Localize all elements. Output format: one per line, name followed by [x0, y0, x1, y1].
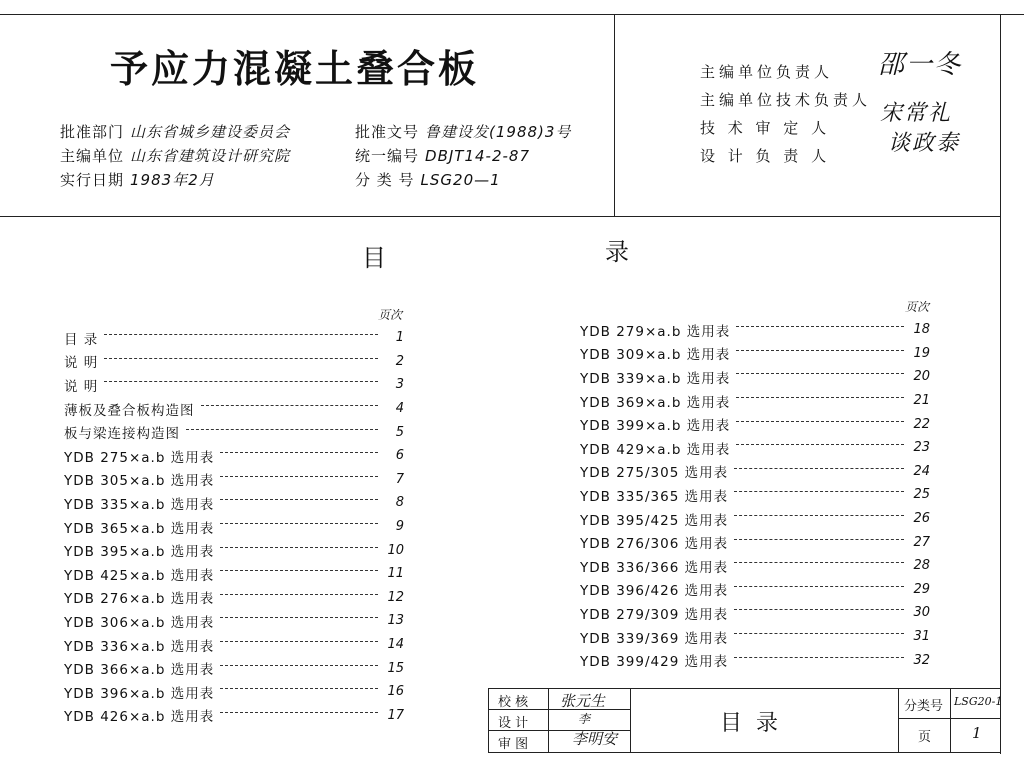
editor-unit-value: 山东省建筑设计研究院 — [130, 147, 291, 165]
toc-item-text: YDB 335×a.b 选用表 — [64, 496, 215, 513]
toc-item-page: 20 — [913, 369, 930, 385]
leader-dots — [220, 523, 378, 524]
class-no-label: 分 类 号 — [355, 171, 415, 189]
toc-item-text: YDB 339/369 选用表 — [580, 630, 729, 647]
leader-dots — [220, 547, 378, 548]
frame-top-line — [0, 14, 1024, 15]
signature-designer: 谈政泰 — [888, 131, 961, 156]
frame-header-bottom-line — [0, 216, 1000, 217]
toc-item[interactable] — [580, 342, 930, 366]
role-checker: 校 核 — [498, 695, 529, 710]
staff-role: 主编单位技术负责人 — [700, 91, 872, 109]
toc-item-page: 12 — [387, 589, 404, 605]
toc-item-page: 17 — [387, 707, 404, 723]
page-column-header-right: 页次 — [905, 300, 930, 314]
leader-dots — [734, 633, 904, 634]
title-block-role-divider — [548, 688, 549, 752]
toc-item-page: 28 — [913, 558, 930, 574]
signature-designer-mark: 李 — [578, 712, 591, 726]
staff-role: 技 术 审 定 人 — [700, 119, 831, 137]
toc-item-text: YDB 366×a.b 选用表 — [64, 662, 215, 679]
toc-item-page: 3 — [395, 377, 404, 393]
editor-unit-row — [60, 144, 290, 168]
toc-item[interactable] — [580, 625, 930, 649]
toc-item-text: YDB 275×a.b 选用表 — [64, 449, 215, 466]
toc-item[interactable] — [580, 530, 930, 554]
approval-dept-label: 批准部门 — [60, 123, 125, 141]
frame-bottom-line — [488, 752, 1000, 753]
signature-reviewer-block: 李明安 — [572, 730, 618, 748]
toc-item-page: 19 — [913, 345, 930, 361]
toc-item-text: YDB 365×a.b 选用表 — [64, 520, 215, 537]
toc-item[interactable] — [64, 609, 404, 633]
page-value-cell: 1 — [972, 724, 982, 742]
leader-dots — [736, 373, 904, 374]
toc-item-page: 5 — [395, 424, 404, 440]
approval-dept-value: 山东省城乡建设委员会 — [130, 123, 291, 141]
approval-no-label: 批准文号 — [355, 123, 420, 141]
effective-date-label: 实行日期 — [60, 171, 125, 189]
toc-item-text: YDB 279×a.b 选用表 — [580, 323, 731, 340]
left-info-block — [60, 120, 290, 192]
toc-item-text: YDB 306×a.b 选用表 — [64, 614, 215, 631]
toc-item-page: 11 — [387, 566, 404, 582]
approval-no-row — [355, 120, 571, 144]
toc-item[interactable] — [64, 704, 404, 728]
title-block-class-divider — [950, 688, 951, 752]
toc-item-text: YDB 425×a.b 选用表 — [64, 567, 215, 584]
class-no-value: LSG20—1 — [420, 171, 501, 189]
leader-dots — [734, 562, 904, 563]
staff-role: 主编单位负责人 — [700, 63, 834, 81]
title-block-sig-divider — [630, 688, 631, 752]
toc-item[interactable] — [64, 397, 404, 421]
signature-checker: 张元生 — [560, 692, 606, 710]
toc-list-left — [64, 326, 404, 727]
class-no-label-cell: 分类号 — [904, 699, 944, 714]
leader-dots — [201, 405, 379, 406]
leader-dots — [220, 712, 378, 713]
toc-item-text: YDB 279/309 选用表 — [580, 606, 729, 623]
toc-item-text: 说 明 — [64, 355, 99, 372]
toc-item-page: 2 — [395, 353, 404, 369]
role-reviewer: 审 图 — [498, 737, 529, 752]
toc-item-text: YDB 395×a.b 选用表 — [64, 544, 215, 561]
leader-dots — [220, 594, 378, 595]
toc-item[interactable] — [580, 483, 930, 507]
leader-dots — [736, 421, 904, 422]
leader-dots — [734, 491, 904, 492]
frame-header-divider — [614, 14, 615, 216]
toc-item[interactable] — [64, 491, 404, 515]
toc-item[interactable] — [64, 468, 404, 492]
toc-item-text: YDB 429×a.b 选用表 — [580, 441, 731, 458]
toc-item-text: YDB 396×a.b 选用表 — [64, 685, 215, 702]
toc-item[interactable] — [64, 562, 404, 586]
toc-item-text: YDB 396/426 选用表 — [580, 583, 729, 600]
toc-item-page: 29 — [913, 581, 930, 597]
toc-item-text: YDB 335/365 选用表 — [580, 488, 729, 505]
leader-dots — [734, 609, 904, 610]
mid-info-block — [355, 120, 571, 192]
toc-item-page: 32 — [913, 652, 930, 668]
leader-dots — [736, 326, 904, 327]
leader-dots — [220, 641, 378, 642]
toc-item-page: 22 — [913, 416, 930, 432]
effective-date-row — [60, 168, 290, 192]
editor-unit-label: 主编单位 — [60, 147, 125, 165]
leader-dots — [734, 539, 904, 540]
toc-heading-left: 目 — [362, 244, 386, 272]
toc-item[interactable] — [64, 515, 404, 539]
toc-item-page: 26 — [913, 511, 930, 527]
leader-dots — [734, 515, 904, 516]
signature-reviewer: 宋常礼 — [880, 101, 953, 126]
toc-item[interactable] — [580, 436, 930, 460]
toc-item-text: YDB 339×a.b 选用表 — [580, 370, 731, 387]
toc-item-page: 27 — [913, 534, 930, 550]
unified-no-value: DBJT14-2-87 — [425, 147, 530, 165]
toc-item-page: 9 — [395, 519, 404, 535]
title-block-title-divider — [898, 688, 899, 752]
toc-item-text: YDB 395/425 选用表 — [580, 512, 729, 529]
leader-dots — [734, 657, 904, 658]
leader-dots — [220, 617, 378, 618]
toc-item[interactable] — [580, 507, 930, 531]
toc-item-text: YDB 399/429 选用表 — [580, 654, 729, 671]
toc-item[interactable] — [580, 365, 930, 389]
toc-item-page: 18 — [913, 322, 930, 338]
toc-item-page: 16 — [387, 684, 404, 700]
toc-item[interactable] — [64, 656, 404, 680]
staff-block — [700, 58, 871, 170]
toc-item-text: YDB 399×a.b 选用表 — [580, 418, 731, 435]
toc-item-text: YDB 305×a.b 选用表 — [64, 473, 215, 490]
toc-item[interactable] — [580, 412, 930, 436]
effective-date-value: 1983年2月 — [130, 171, 215, 189]
toc-item[interactable] — [580, 601, 930, 625]
toc-item[interactable] — [580, 318, 930, 342]
toc-item[interactable] — [580, 389, 930, 413]
toc-item-page: 25 — [913, 487, 930, 503]
leader-dots — [736, 397, 904, 398]
toc-item[interactable] — [580, 578, 930, 602]
page-label-cell: 页 — [918, 730, 932, 745]
signature-chief: 邵一冬 — [878, 50, 963, 80]
class-no-value-cell: LSG20-1 — [954, 695, 1003, 708]
leader-dots — [220, 499, 378, 500]
leader-dots — [734, 468, 904, 469]
toc-item-page: 7 — [395, 471, 404, 487]
toc-item-page: 21 — [913, 393, 930, 409]
toc-item-page: 4 — [395, 401, 404, 417]
toc-item[interactable] — [64, 633, 404, 657]
toc-item-page: 30 — [913, 605, 930, 621]
toc-item[interactable] — [64, 420, 404, 444]
title-block-right-mid-line — [898, 718, 1000, 719]
toc-item-text: YDB 276×a.b 选用表 — [64, 591, 215, 608]
title-block-top-line — [488, 688, 1000, 689]
approval-no-value: 鲁建设发(1988)3号 — [425, 123, 572, 141]
toc-item-text: YDB 369×a.b 选用表 — [580, 394, 731, 411]
toc-item-page: 6 — [395, 448, 404, 464]
toc-item-text: YDB 276/306 选用表 — [580, 536, 729, 553]
toc-item[interactable] — [64, 373, 404, 397]
toc-item-text: 板与梁连接构造图 — [64, 426, 180, 443]
leader-dots — [220, 476, 378, 477]
toc-heading-right: 录 — [605, 238, 629, 266]
toc-item-text: 说 明 — [64, 378, 99, 395]
leader-dots — [220, 570, 378, 571]
leader-dots — [104, 381, 378, 382]
toc-item-text: YDB 336/366 选用表 — [580, 559, 729, 576]
leader-dots — [734, 586, 904, 587]
page-column-header-left: 页次 — [378, 308, 403, 322]
toc-item[interactable] — [64, 350, 404, 374]
leader-dots — [186, 429, 378, 430]
leader-dots — [736, 350, 904, 351]
class-no-row — [355, 168, 571, 192]
toc-item-text: 薄板及叠合板构造图 — [64, 402, 195, 419]
toc-item[interactable] — [580, 460, 930, 484]
leader-dots — [736, 444, 904, 445]
toc-item-page: 31 — [913, 629, 930, 645]
toc-item-text: YDB 309×a.b 选用表 — [580, 347, 731, 364]
toc-item-page: 24 — [913, 463, 930, 479]
leader-dots — [104, 358, 378, 359]
leader-dots — [104, 334, 378, 335]
toc-item[interactable] — [64, 586, 404, 610]
leader-dots — [220, 452, 378, 453]
title-block-left-edge — [488, 688, 489, 752]
toc-item-text: 目 录 — [64, 331, 99, 348]
toc-list-right — [580, 318, 930, 672]
toc-item-page: 15 — [387, 660, 404, 676]
role-designer: 设 计 — [498, 716, 529, 731]
frame-right-line — [1000, 14, 1001, 754]
unified-no-label: 统一编号 — [355, 147, 420, 165]
toc-item-page: 1 — [395, 330, 404, 346]
leader-dots — [220, 688, 378, 689]
approval-dept-row — [60, 120, 290, 144]
toc-item[interactable] — [64, 538, 404, 562]
staff-role: 设 计 负 责 人 — [700, 147, 831, 165]
document-title: 予应力混凝土叠合板 — [110, 46, 480, 91]
toc-item-page: 14 — [387, 637, 404, 653]
toc-item-text: YDB 275/305 选用表 — [580, 465, 729, 482]
toc-item-page: 10 — [387, 542, 404, 558]
sheet-title: 目 录 — [720, 711, 778, 736]
toc-item-text: YDB 426×a.b 选用表 — [64, 709, 215, 726]
toc-item[interactable] — [64, 326, 404, 350]
toc-item-text: YDB 336×a.b 选用表 — [64, 638, 215, 655]
unified-no-row — [355, 144, 571, 168]
toc-item[interactable] — [580, 648, 930, 672]
toc-item[interactable] — [64, 680, 404, 704]
toc-item-page: 23 — [913, 440, 930, 456]
toc-item-page: 13 — [387, 613, 404, 629]
toc-item-page: 8 — [395, 495, 404, 511]
toc-item[interactable] — [580, 554, 930, 578]
leader-dots — [220, 665, 378, 666]
toc-item[interactable] — [64, 444, 404, 468]
